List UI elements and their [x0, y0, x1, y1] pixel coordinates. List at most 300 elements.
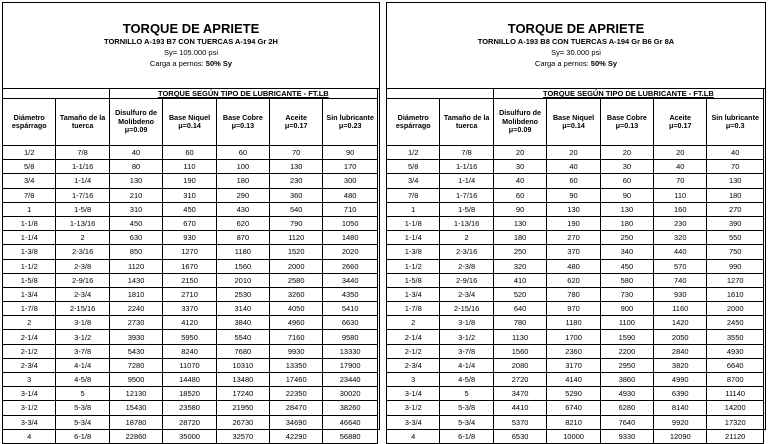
- table-title: TORQUE DE APRIETE: [507, 21, 645, 36]
- cell-nut-size: 5-3/4: [56, 415, 109, 429]
- cell-torque: 3930: [109, 330, 163, 344]
- cell-nut-size: 4-5/8: [56, 373, 109, 387]
- cell-torque: 12090: [654, 429, 707, 443]
- cell-nut-size: 1-5/8: [56, 202, 109, 216]
- cell-torque: 14480: [163, 373, 216, 387]
- cell-diameter: 3-3/4: [3, 415, 56, 429]
- cell-diameter: 2-1/4: [387, 330, 440, 344]
- cell-torque: 340: [600, 245, 653, 259]
- cell-diameter: 1-3/8: [3, 245, 56, 259]
- lubricant-mu: μ=0.09: [508, 125, 532, 135]
- lubricant-name: Sin lubricante: [711, 112, 759, 122]
- cell-nut-size: 4-1/4: [440, 358, 493, 372]
- cell-torque: 670: [163, 216, 216, 230]
- cell-torque: 320: [654, 231, 707, 245]
- lubricant-name: Aceite: [669, 112, 692, 122]
- table-row: [3, 302, 378, 316]
- cell-nut-size: 1-1/4: [440, 174, 493, 188]
- cell-torque: 4930: [707, 344, 764, 358]
- cell-torque: 180: [707, 188, 764, 202]
- column-header-lubricant: [600, 99, 653, 146]
- cell-torque: 1420: [654, 316, 707, 330]
- cell-torque: 14200: [707, 401, 764, 415]
- cell-nut-size: 2-3/8: [440, 259, 493, 273]
- cell-torque: 60: [216, 146, 269, 160]
- cell-torque: 630: [109, 231, 163, 245]
- column-header-lubricant: [654, 99, 707, 146]
- cell-nut-size: 6-1/8: [440, 429, 493, 443]
- cell-nut-size: 2-3/4: [440, 287, 493, 301]
- cell-nut-size: 2-3/4: [56, 287, 109, 301]
- cell-torque: 90: [547, 188, 600, 202]
- cell-torque: 2450: [707, 316, 764, 330]
- cell-torque: 2020: [323, 245, 378, 259]
- table-row: [387, 302, 764, 316]
- cell-torque: 180: [493, 231, 547, 245]
- table-row: [387, 188, 764, 202]
- cell-diameter: 7/8: [3, 188, 56, 202]
- cell-torque: 580: [600, 273, 653, 287]
- lubricant-mu: μ=0.23: [338, 121, 362, 130]
- cell-torque: 780: [493, 316, 547, 330]
- cell-torque: 17320: [707, 415, 764, 429]
- cell-torque: 10000: [547, 429, 600, 443]
- torque-table: [386, 88, 764, 444]
- table-row: [3, 245, 378, 259]
- cell-torque: 40: [707, 146, 764, 160]
- cell-diameter: 1-7/8: [3, 302, 56, 316]
- cell-diameter: 3: [3, 373, 56, 387]
- lubricant-name: Aceite: [285, 112, 307, 122]
- cell-diameter: 1: [387, 202, 440, 216]
- column-header-diameter: Diámetro espárrago: [387, 99, 440, 146]
- cell-torque: 12130: [109, 387, 163, 401]
- table-row: [3, 188, 378, 202]
- cell-nut-size: 1-1/16: [56, 160, 109, 174]
- cell-diameter: 3-1/2: [3, 401, 56, 415]
- cell-nut-size: 2-3/16: [56, 245, 109, 259]
- cell-torque: 40: [547, 160, 600, 174]
- cell-torque: 1610: [707, 287, 764, 301]
- cell-torque: 640: [493, 302, 547, 316]
- lubricant-header: TORQUE SEGÚN TIPO DE LUBRICANTE - FT.LB: [109, 89, 377, 99]
- cell-torque: 9930: [270, 344, 323, 358]
- cell-torque: 1180: [216, 245, 269, 259]
- lubricant-name: Sin lubricante: [326, 112, 374, 122]
- lubricant-name: Base Cobre: [222, 112, 263, 122]
- cell-torque: 22860: [109, 429, 163, 443]
- cell-diameter: 1-1/4: [387, 231, 440, 245]
- cell-torque: 300: [323, 174, 378, 188]
- cell-torque: 90: [323, 146, 378, 160]
- cell-torque: 130: [600, 202, 653, 216]
- cell-torque: 740: [654, 273, 707, 287]
- cell-torque: 130: [493, 216, 547, 230]
- yield-strength: Sy= 30.000 psi: [551, 48, 601, 57]
- cell-torque: 1670: [163, 259, 216, 273]
- cell-torque: 3550: [707, 330, 764, 344]
- lubricant-mu: μ=0.3: [725, 121, 745, 130]
- cell-torque: 230: [654, 216, 707, 230]
- cell-torque: 4960: [270, 316, 323, 330]
- table-header: [387, 3, 765, 89]
- cell-torque: 160: [654, 202, 707, 216]
- cell-torque: 6630: [323, 316, 378, 330]
- table-row: [3, 415, 378, 429]
- cell-torque: 3840: [216, 316, 269, 330]
- cell-torque: 1590: [600, 330, 653, 344]
- cell-torque: 2240: [109, 302, 163, 316]
- cell-diameter: 1-1/8: [387, 216, 440, 230]
- cell-torque: 450: [600, 259, 653, 273]
- table-row: [3, 344, 378, 358]
- cell-diameter: 1-1/2: [387, 259, 440, 273]
- cell-torque: 180: [216, 174, 269, 188]
- cell-torque: 3140: [216, 302, 269, 316]
- lubricant-mu: μ=0.13: [231, 121, 255, 130]
- blank-corner: [387, 89, 494, 99]
- cell-diameter: 1: [3, 202, 56, 216]
- cell-nut-size: 5: [440, 387, 493, 401]
- cell-torque: 4120: [163, 316, 216, 330]
- cell-torque: 9330: [600, 429, 653, 443]
- table-row: [3, 387, 378, 401]
- lubricant-header: TORQUE SEGÚN TIPO DE LUBRICANTE - FT.LB: [493, 89, 763, 99]
- cell-nut-size: 7/8: [56, 146, 109, 160]
- cell-torque: 60: [547, 174, 600, 188]
- lubricant-name: Disulfuro de Molibdeno: [115, 108, 158, 126]
- cell-torque: 30: [600, 160, 653, 174]
- cell-torque: 1430: [109, 273, 163, 287]
- cell-torque: 2050: [654, 330, 707, 344]
- cell-torque: 11140: [707, 387, 764, 401]
- lubricant-mu: μ=0.14: [562, 121, 585, 130]
- cell-torque: 80: [109, 160, 163, 174]
- cell-torque: 1270: [163, 245, 216, 259]
- bolt-load-value: 50% Sy: [590, 59, 618, 68]
- cell-torque: 270: [547, 231, 600, 245]
- table-row: [387, 174, 764, 188]
- cell-torque: 1120: [109, 259, 163, 273]
- cell-torque: 30: [493, 160, 547, 174]
- cell-torque: 480: [323, 188, 378, 202]
- cell-torque: 430: [216, 202, 269, 216]
- table-row: [387, 429, 764, 443]
- table-row: [387, 146, 764, 160]
- cell-torque: 17240: [216, 387, 269, 401]
- cell-torque: 8140: [654, 401, 707, 415]
- cell-torque: 17900: [323, 358, 378, 372]
- table-row: [387, 160, 764, 174]
- cell-torque: 42290: [270, 429, 323, 443]
- cell-torque: 10310: [216, 358, 269, 372]
- cell-torque: 4990: [654, 373, 707, 387]
- cell-torque: 18780: [109, 415, 163, 429]
- cell-torque: 1180: [547, 316, 600, 330]
- lubricant-mu: μ=0.13: [615, 121, 639, 130]
- column-header-nut-size: Tamaño de la tuerca: [56, 99, 109, 146]
- table-row: [387, 316, 764, 330]
- cell-torque: 26730: [216, 415, 269, 429]
- cell-torque: 13350: [270, 358, 323, 372]
- cell-torque: 70: [707, 160, 764, 174]
- cell-torque: 2710: [163, 287, 216, 301]
- yield-strength: Sy= 105.000 psi: [164, 48, 218, 57]
- cell-torque: 230: [270, 174, 323, 188]
- cell-torque: 730: [600, 287, 653, 301]
- table-row: [3, 259, 378, 273]
- cell-torque: 30020: [323, 387, 378, 401]
- cell-torque: 790: [270, 216, 323, 230]
- table-header: [3, 3, 379, 89]
- table-row: [387, 273, 764, 287]
- cell-torque: 130: [547, 202, 600, 216]
- cell-torque: 2580: [270, 273, 323, 287]
- cell-torque: 7680: [216, 344, 269, 358]
- cell-torque: 22350: [270, 387, 323, 401]
- bolt-load-label: Carga a pernos:: [149, 59, 204, 68]
- lubricant-name: Base Cobre: [606, 112, 647, 122]
- cell-nut-size: 2-9/16: [56, 273, 109, 287]
- cell-torque: 7160: [270, 330, 323, 344]
- table-row: [387, 216, 764, 230]
- cell-torque: 100: [216, 160, 269, 174]
- blank-corner: [3, 89, 110, 99]
- cell-nut-size: 1-1/16: [440, 160, 493, 174]
- cell-torque: 9500: [109, 373, 163, 387]
- cell-diameter: 3/4: [387, 174, 440, 188]
- cell-nut-size: 3-1/8: [56, 316, 109, 330]
- cell-torque: 90: [600, 188, 653, 202]
- torque-table: [2, 88, 378, 444]
- cell-torque: 130: [270, 160, 323, 174]
- cell-diameter: 3: [387, 373, 440, 387]
- cell-diameter: 1-1/4: [3, 231, 56, 245]
- bolt-load-value: 50% Sy: [205, 59, 233, 68]
- cell-torque: 2010: [216, 273, 269, 287]
- table-body: [387, 146, 764, 444]
- table-row: [387, 245, 764, 259]
- cell-diameter: 5/8: [387, 160, 440, 174]
- column-header-lubricant: [707, 99, 764, 146]
- table-row: [387, 344, 764, 358]
- cell-diameter: 1/2: [3, 146, 56, 160]
- cell-torque: 18520: [163, 387, 216, 401]
- cell-torque: 56880: [323, 429, 378, 443]
- table-row: [3, 316, 378, 330]
- cell-torque: 2660: [323, 259, 378, 273]
- torque-table-panel-b8: [386, 2, 766, 441]
- cell-torque: 1050: [323, 216, 378, 230]
- column-header-diameter: Diámetro espárrago: [3, 99, 56, 146]
- cell-nut-size: 1-7/16: [440, 188, 493, 202]
- cell-torque: 6530: [493, 429, 547, 443]
- cell-torque: 20: [600, 146, 653, 160]
- cell-nut-size: 1-1/4: [56, 174, 109, 188]
- cell-diameter: 1-1/2: [3, 259, 56, 273]
- cell-torque: 2530: [216, 287, 269, 301]
- cell-torque: 28470: [270, 401, 323, 415]
- table-row: [387, 401, 764, 415]
- cell-nut-size: 2-9/16: [440, 273, 493, 287]
- cell-torque: 90: [493, 202, 547, 216]
- cell-nut-size: 7/8: [440, 146, 493, 160]
- cell-torque: 3170: [547, 358, 600, 372]
- cell-torque: 34690: [270, 415, 323, 429]
- cell-torque: 2360: [547, 344, 600, 358]
- table-row: [387, 373, 764, 387]
- cell-nut-size: 5: [56, 387, 109, 401]
- cell-torque: 550: [707, 231, 764, 245]
- cell-torque: 23440: [323, 373, 378, 387]
- lubricant-mu: μ=0.17: [284, 121, 308, 130]
- cell-torque: 110: [654, 188, 707, 202]
- table-row: [3, 231, 378, 245]
- cell-diameter: 2: [387, 316, 440, 330]
- cell-torque: 930: [163, 231, 216, 245]
- cell-torque: 5430: [109, 344, 163, 358]
- cell-diameter: 3-1/4: [387, 387, 440, 401]
- cell-torque: 4410: [493, 401, 547, 415]
- column-header-lubricant: [493, 99, 547, 146]
- table-row: [3, 174, 378, 188]
- cell-torque: 2950: [600, 358, 653, 372]
- cell-torque: 3820: [654, 358, 707, 372]
- table-row: [387, 415, 764, 429]
- cell-torque: 2730: [109, 316, 163, 330]
- cell-torque: 360: [270, 188, 323, 202]
- cell-nut-size: 5-3/8: [440, 401, 493, 415]
- cell-diameter: 1/2: [387, 146, 440, 160]
- column-header-lubricant: [109, 99, 163, 146]
- cell-diameter: 2-1/2: [3, 344, 56, 358]
- cell-nut-size: 2-15/16: [56, 302, 109, 316]
- cell-diameter: 3-3/4: [387, 415, 440, 429]
- cell-torque: 180: [600, 216, 653, 230]
- cell-torque: 310: [109, 202, 163, 216]
- table-subtitle: TORNILLO A-193 B8 CON TUERCAS A-194 Gr B6 Gr 8A: [477, 37, 675, 46]
- cell-torque: 8700: [707, 373, 764, 387]
- cell-torque: 20: [493, 146, 547, 160]
- cell-torque: 2720: [493, 373, 547, 387]
- cell-nut-size: 2-3/16: [440, 245, 493, 259]
- table-row: [3, 202, 378, 216]
- cell-nut-size: 2: [56, 231, 109, 245]
- table-row: [3, 429, 378, 443]
- cell-nut-size: 2: [440, 231, 493, 245]
- column-header-lubricant: [216, 99, 269, 146]
- cell-nut-size: 1-5/8: [440, 202, 493, 216]
- cell-diameter: 2-1/4: [3, 330, 56, 344]
- column-header-lubricant: [547, 99, 600, 146]
- cell-torque: 1270: [707, 273, 764, 287]
- cell-torque: 1130: [493, 330, 547, 344]
- table-row: [387, 202, 764, 216]
- cell-torque: 11070: [163, 358, 216, 372]
- lubricant-mu: μ=0.17: [668, 121, 692, 130]
- cell-torque: 3260: [270, 287, 323, 301]
- cell-torque: 38260: [323, 401, 378, 415]
- cell-torque: 15430: [109, 401, 163, 415]
- cell-diameter: 4: [3, 429, 56, 443]
- cell-torque: 70: [654, 174, 707, 188]
- cell-torque: 480: [547, 259, 600, 273]
- lubricant-mu: μ=0.09: [124, 125, 148, 135]
- cell-torque: 1100: [600, 316, 653, 330]
- cell-torque: 4050: [270, 302, 323, 316]
- cell-diameter: 4: [387, 429, 440, 443]
- cell-torque: 710: [323, 202, 378, 216]
- cell-torque: 4930: [600, 387, 653, 401]
- cell-torque: 290: [216, 188, 269, 202]
- cell-torque: 780: [547, 287, 600, 301]
- cell-nut-size: 1-13/16: [56, 216, 109, 230]
- cell-torque: 23580: [163, 401, 216, 415]
- cell-torque: 2000: [270, 259, 323, 273]
- cell-diameter: 1-3/4: [3, 287, 56, 301]
- cell-torque: 13480: [216, 373, 269, 387]
- bolt-load-label: Carga a pernos:: [534, 59, 589, 68]
- table-row: [3, 373, 378, 387]
- cell-nut-size: 3-7/8: [440, 344, 493, 358]
- table-row: [3, 287, 378, 301]
- cell-torque: 210: [109, 188, 163, 202]
- cell-torque: 70: [270, 146, 323, 160]
- cell-torque: 310: [163, 188, 216, 202]
- cell-nut-size: 3-1/8: [440, 316, 493, 330]
- bolt-load: [3, 58, 379, 69]
- cell-torque: 390: [707, 216, 764, 230]
- cell-torque: 1480: [323, 231, 378, 245]
- table-row: [387, 231, 764, 245]
- cell-nut-size: 4-1/4: [56, 358, 109, 372]
- cell-torque: 6390: [654, 387, 707, 401]
- table-row: [387, 330, 764, 344]
- cell-torque: 450: [163, 202, 216, 216]
- cell-torque: 1120: [270, 231, 323, 245]
- table-row: [3, 146, 378, 160]
- table-subtitle: TORNILLO A-193 B7 CON TUERCAS A-194 Gr 2H: [104, 37, 278, 46]
- cell-torque: 3440: [323, 273, 378, 287]
- cell-torque: 5290: [547, 387, 600, 401]
- torque-table-panel-b7: [2, 2, 380, 441]
- cell-torque: 6280: [600, 401, 653, 415]
- cell-torque: 3470: [493, 387, 547, 401]
- table-row: [3, 160, 378, 174]
- cell-torque: 40: [654, 160, 707, 174]
- table-row: [387, 358, 764, 372]
- bolt-load: [387, 58, 765, 69]
- column-header-lubricant: [323, 99, 378, 146]
- cell-torque: 170: [323, 160, 378, 174]
- cell-torque: 9920: [654, 415, 707, 429]
- cell-torque: 3370: [163, 302, 216, 316]
- cell-torque: 440: [654, 245, 707, 259]
- cell-torque: 870: [216, 231, 269, 245]
- lubricant-mu: μ=0.14: [178, 121, 201, 130]
- cell-diameter: 2: [3, 316, 56, 330]
- cell-torque: 7640: [600, 415, 653, 429]
- cell-torque: 17460: [270, 373, 323, 387]
- cell-nut-size: 1-13/16: [440, 216, 493, 230]
- cell-torque: 6740: [547, 401, 600, 415]
- cell-torque: 1560: [216, 259, 269, 273]
- cell-torque: 540: [270, 202, 323, 216]
- cell-torque: 970: [547, 302, 600, 316]
- cell-torque: 60: [493, 188, 547, 202]
- cell-torque: 250: [493, 245, 547, 259]
- table-row: [387, 287, 764, 301]
